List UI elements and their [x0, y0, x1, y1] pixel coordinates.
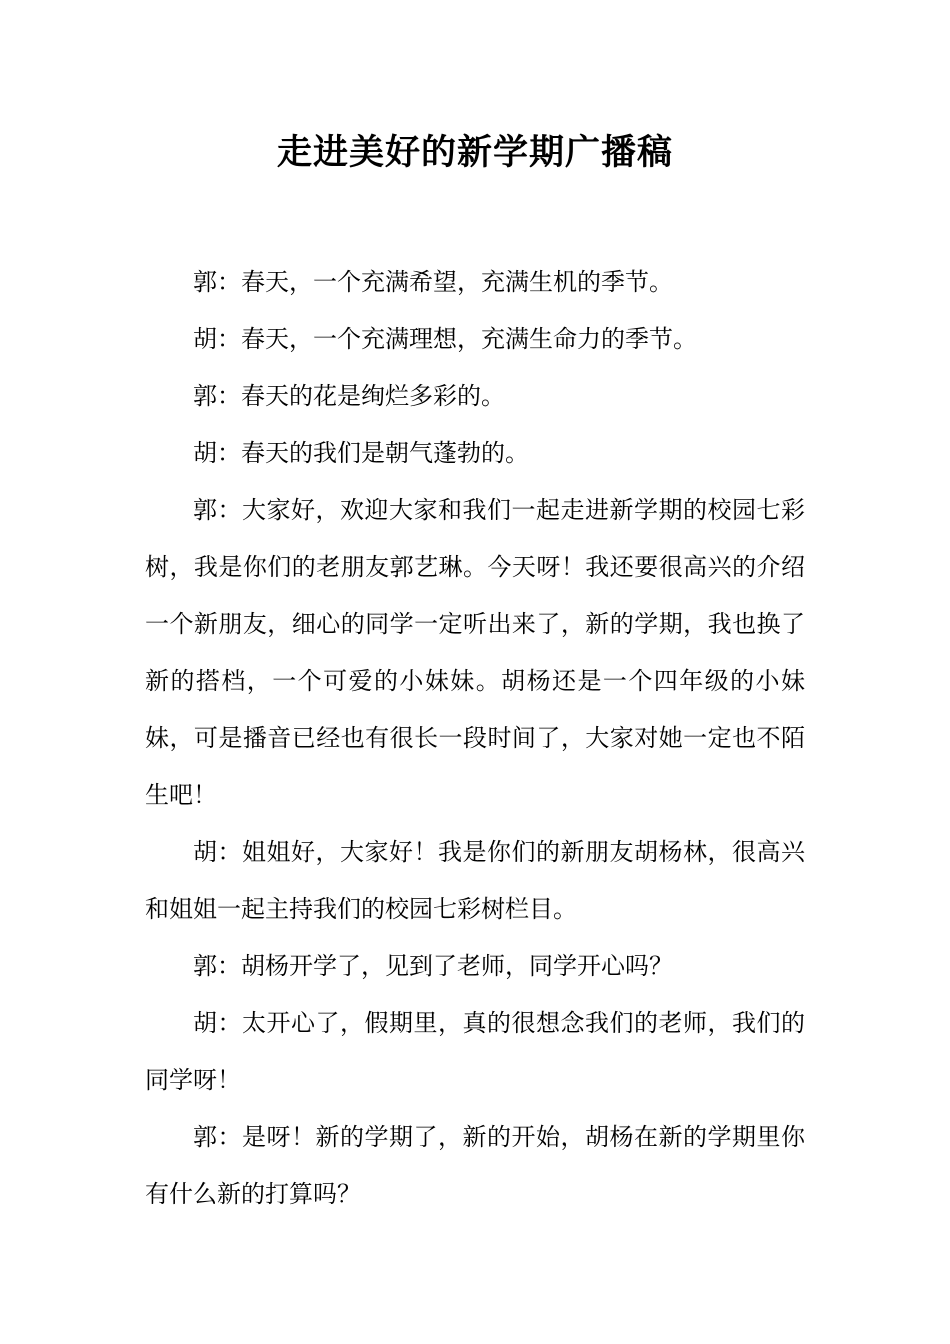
paragraph: 胡：春天，一个充满理想，充满生命力的季节。 — [193, 325, 697, 353]
document-title: 走进美好的新学期广播稿 — [276, 132, 673, 173]
paragraph: 郭：大家好，欢迎大家和我们一起走进新学期的校园七彩树，我是你们的老朋友郭艺琳。今天呀！我还要很高兴的介绍一个新朋友，细心的同学一定听出来了，新的学期，我也换了新的搭档，一个可爱的小妹妹。胡杨还是一个四年级的小妹妹，可是播音已经也有很长一段时间了，大家对她一定也不陌生吧！ — [145, 496, 805, 809]
paragraph: 郭：春天，一个充满希望，充满生机的季节。 — [193, 268, 673, 296]
paragraph: 郭：春天的花是绚烂多彩的。 — [193, 382, 505, 410]
paragraph: 郭：是呀！新的学期了，新的开始，胡杨在新的学期里你有什么新的打算吗？ — [145, 1123, 805, 1208]
paragraph: 郭：胡杨开学了，见到了老师，同学开心吗？ — [193, 952, 673, 980]
paragraph: 胡：太开心了，假期里，真的很想念我们的老师，我们的同学呀！ — [145, 1009, 805, 1094]
paragraph: 胡：姐姐好，大家好！我是你们的新朋友胡杨林，很高兴和姐姐一起主持我们的校园七彩树栏目。 — [145, 838, 805, 923]
document-body — [145, 254, 805, 1223]
paragraph: 胡：春天的我们是朝气蓬勃的。 — [193, 439, 529, 467]
